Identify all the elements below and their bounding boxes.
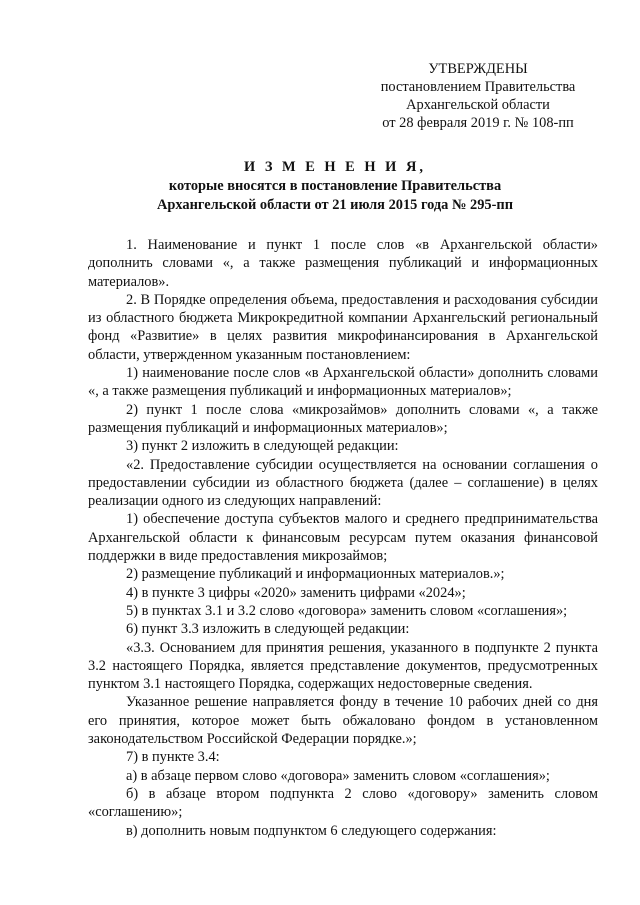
paragraph: 1) наименование после слов «в Архангельской области» дополнить словами «, а также размещения публикаций и информационных материалов»;: [88, 365, 598, 400]
paragraph: 2. В Порядке определения объема, предоставления и расходования субсидии из областного бюджета Микрокредитной компании Архангельский региональный фонд «Развитие» в целях развития микрофинансирования в Архангельской области, утвержденном указанным постановлением:: [88, 291, 598, 363]
paragraph: «3.3. Основанием для принятия решения, указанного в подпункте 2 пункта 3.2 настоящего Порядка, является представление документов, предусмотренных пунктом 3.1 настоящего Порядка, содержащих недостоверные сведения.: [88, 639, 598, 693]
paragraph: Указанное решение направляется фонду в течение 10 рабочих дней со дня его принятия, которое может быть обжаловано фондом в установленном законодательством Российской Федерации порядке.»;: [88, 694, 598, 748]
paragraph: 2) пункт 1 после слова «микрозаймов» дополнить словами «, а также размещения публикаций и информационных материалов»;: [88, 401, 598, 436]
paragraph: 1) обеспечение доступа субъектов малого и среднего предпринимательства Архангельской области к финансовым ресурсам путем оказания финансовой поддержки в виде предоставления микрозаймов;: [88, 511, 598, 565]
document-body: [88, 236, 598, 840]
paragraph: б) в абзаце втором подпункта 2 слово «договору» заменить словом «соглашению»;: [88, 785, 598, 821]
paragraph: 1. Наименование и пункт 1 после слов «в Архангельской области» дополнить словами «, а также размещения публикаций и информационных материалов».: [88, 237, 598, 290]
paragraph: 2) размещение публикаций и информационных материалов.»;: [126, 566, 505, 583]
approval-stamp: [358, 60, 598, 132]
approval-line-2: постановлением Правительства: [380, 79, 576, 95]
paragraph: 3) пункт 2 изложить в следующей редакции:: [126, 438, 399, 455]
paragraph: в) дополнить новым подпунктом 6 следующего содержания:: [126, 822, 497, 839]
approval-line-4: от 28 февраля 2019 г. № 108-пп: [382, 115, 574, 131]
heading-line-3: Архангельской области от 21 июля 2015 года № 295-пп: [157, 197, 513, 213]
paragraph: «2. Предоставление субсидии осуществляется на основании соглашения о предоставлении субсидии из областного бюджета (далее – соглашение) в целях реализации одного из следующих направлений:: [88, 456, 598, 510]
paragraph: 7) в пункте 3.4:: [126, 749, 220, 766]
paragraph: 4) в пункте 3 цифры «2020» заменить цифрами «2024»;: [126, 584, 466, 601]
paragraph: а) в абзаце первом слово «договора» заменить словом «соглашения»;: [126, 767, 550, 784]
paragraph: 6) пункт 3.3 изложить в следующей редакции:: [126, 621, 410, 638]
heading-line-2: которые вносятся в постановление Правительства: [168, 178, 502, 194]
document-heading: [80, 158, 590, 215]
approval-line-3: Архангельской области: [406, 97, 550, 113]
approval-line-1: УТВЕРЖДЕНЫ: [428, 61, 528, 77]
paragraph: 5) в пунктах 3.1 и 3.2 слово «договора» заменить словом «соглашения»;: [126, 602, 568, 619]
heading-title: И З М Е Н Е Н И Я,: [244, 159, 426, 175]
